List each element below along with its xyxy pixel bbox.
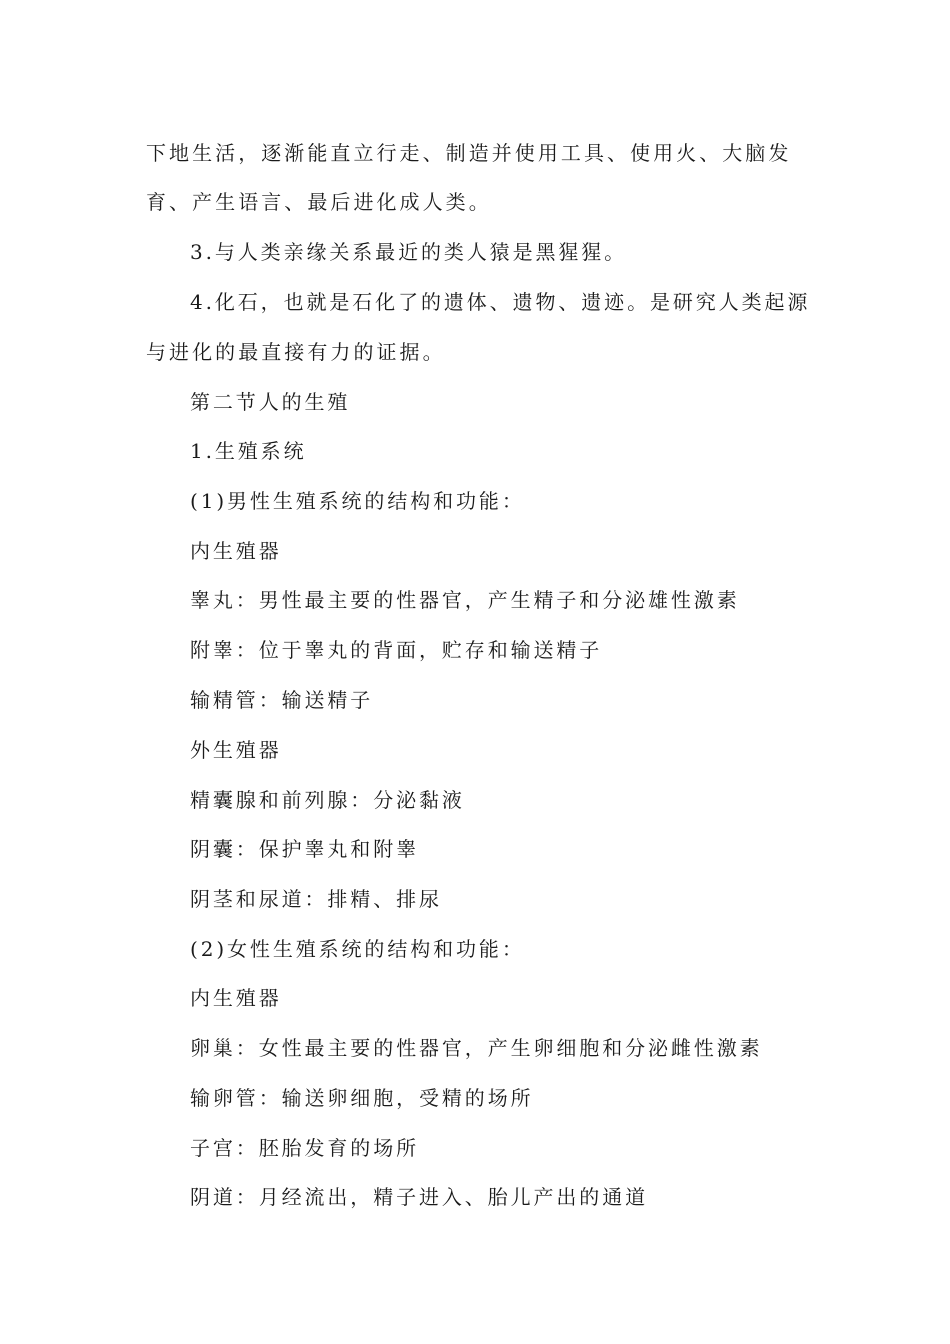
list-item-3: 3.与人类亲缘关系最近的类人猿是黑猩猩。 bbox=[190, 240, 628, 264]
list-item-4-continuation: 与进化的最直接有力的证据。 bbox=[146, 340, 446, 364]
male-internal-heading: 内生殖器 bbox=[190, 539, 282, 563]
male-system-heading: (1)男性生殖系统的结构和功能： bbox=[190, 489, 525, 513]
oviduct-line: 输卵管：输送卵细胞，受精的场所 bbox=[190, 1086, 534, 1110]
section-title: 第二节人的生殖 bbox=[190, 390, 351, 414]
vas-deferens-line: 输精管：输送精子 bbox=[190, 688, 374, 712]
vagina-line: 阴道：月经流出，精子进入、胎儿产出的通道 bbox=[190, 1185, 648, 1209]
ovary-line: 卵巢：女性最主要的性器官，产生卵细胞和分泌雌性激素 bbox=[190, 1036, 763, 1060]
list-item-4: 4.化石，也就是石化了的遗体、遗物、遗迹。是研究人类起源 bbox=[190, 290, 811, 314]
paragraph-line: 下地生活，逐渐能直立行走、制造并使用工具、使用火、大脑发 bbox=[146, 141, 792, 165]
uterus-line: 子宫：胚胎发育的场所 bbox=[190, 1136, 419, 1160]
penis-urethra-line: 阴茎和尿道：排精、排尿 bbox=[190, 887, 442, 911]
glands-line: 精囊腺和前列腺：分泌黏液 bbox=[190, 788, 465, 812]
male-external-heading: 外生殖器 bbox=[190, 738, 282, 762]
scrotum-line: 阴囊：保护睾丸和附睾 bbox=[190, 837, 419, 861]
epididymis-line: 附睾：位于睾丸的背面，贮存和输送精子 bbox=[190, 638, 603, 662]
female-system-heading: (2)女性生殖系统的结构和功能： bbox=[190, 937, 525, 961]
paragraph-line: 育、产生语言、最后进化成人类。 bbox=[146, 190, 492, 214]
subsection-title: 1.生殖系统 bbox=[190, 439, 307, 463]
testis-line: 睾丸：男性最主要的性器官，产生精子和分泌雄性激素 bbox=[190, 588, 740, 612]
female-internal-heading: 内生殖器 bbox=[190, 986, 282, 1010]
